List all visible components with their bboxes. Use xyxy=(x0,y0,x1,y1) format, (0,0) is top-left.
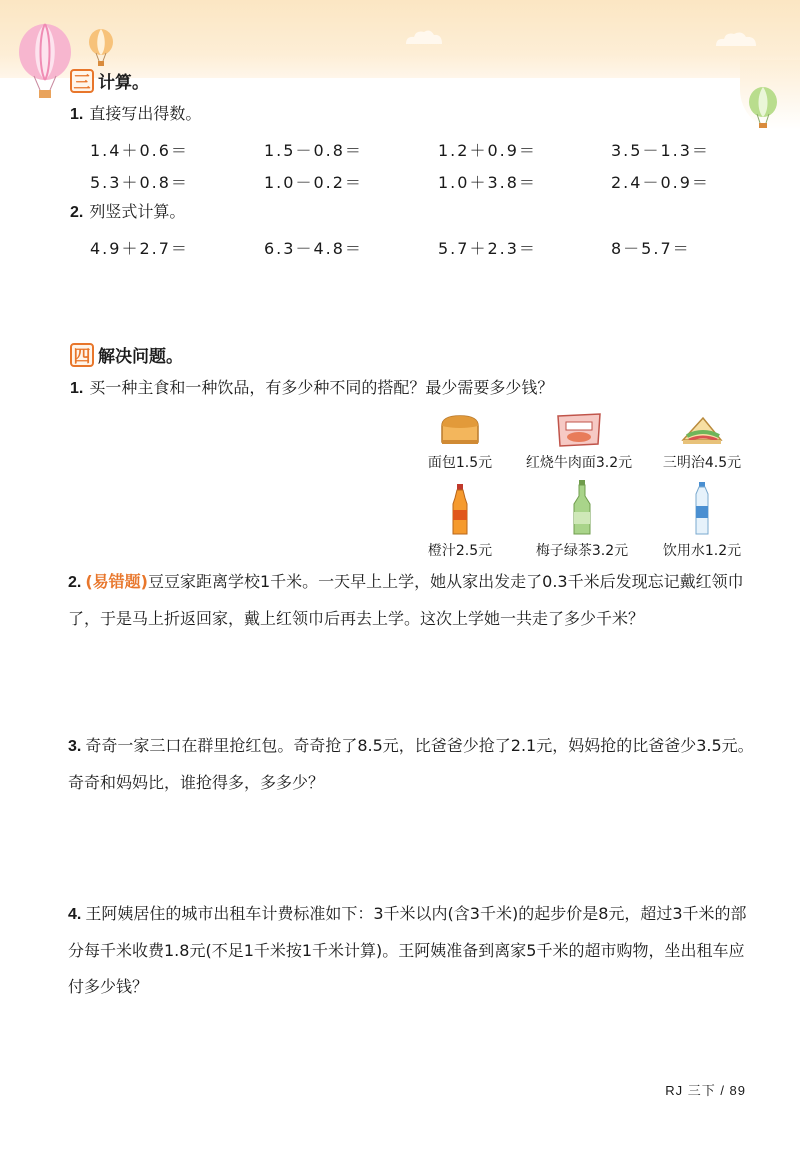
calc-item: 8－5.7＝ xyxy=(611,239,691,258)
bread-icon xyxy=(436,412,484,448)
calc-item: 4.9＋2.7＝ xyxy=(90,239,189,258)
question-paragraph: 2. (易错题)豆豆家距离学校1千米。一天早上上学，她从家出发走了0.3千米后发现忘记戴红领巾了，于是马上折返回家，戴上红领巾后再去上学。这次上学她一共走了多少千米？ xyxy=(68,572,744,628)
price-item: 橙汁2.5元 xyxy=(418,484,502,560)
calc-item: 3.5－1.3＝ xyxy=(611,141,710,160)
green-tea-bottle-icon xyxy=(571,480,593,536)
small-balloon-icon xyxy=(86,28,116,68)
green-balloon-icon xyxy=(746,86,780,130)
header-banner xyxy=(0,0,800,78)
calc-item: 6.3－4.8＝ xyxy=(264,239,363,258)
section-badge: 三 xyxy=(70,69,94,93)
question-paragraph: 4. 王阿姨居住的城市出租车计费标准如下：3千米以内(含3千米)的起步价是8元，超过3千米的部分每千米收费1.8元(不足1千米按1千米计算)。王阿姨准备到离家5千米的超市购物，坐出租车应付多少钱？ xyxy=(68,904,747,996)
question-paragraph: 3. 奇奇一家三口在群里抢红包。奇奇抢了8.5元，比爸爸少抢了2.1元，妈妈抢的比爸爸少3.5元。奇奇和妈妈比，谁抢得多，多多少？ xyxy=(68,736,754,792)
page-footer: RJ 三下 / 89 xyxy=(665,1083,746,1098)
calc-item: 5.3＋0.8＝ xyxy=(90,173,189,192)
question-title: 2. 列竖式计算。 xyxy=(70,202,186,221)
price-item: 红烧牛肉面3.2元 xyxy=(516,410,642,472)
calc-item: 5.7＋2.3＝ xyxy=(438,239,537,258)
calc-item: 2.4－0.9＝ xyxy=(611,173,710,192)
hot-air-balloon-icon xyxy=(14,22,76,102)
section-title: 解决问题。 xyxy=(98,347,183,367)
calc-item: 1.5－0.8＝ xyxy=(264,141,363,160)
instant-noodles-icon xyxy=(554,410,604,448)
cloud-icon xyxy=(402,28,446,46)
price-item: 饮用水1.2元 xyxy=(654,482,750,560)
sandwich-icon xyxy=(679,414,725,448)
price-item: 梅子绿茶3.2元 xyxy=(526,480,638,560)
calc-item: 1.0－0.2＝ xyxy=(264,173,363,192)
question-title: 1. 买一种主食和一种饮品，有多少种不同的搭配？最少需要多少钱？ xyxy=(70,378,554,397)
cloud-icon xyxy=(712,30,760,48)
calc-item: 1.4＋0.6＝ xyxy=(90,141,189,160)
calc-item: 1.0＋3.8＝ xyxy=(438,173,537,192)
water-bottle-icon xyxy=(692,482,712,536)
section-3-heading xyxy=(70,68,149,93)
section-4-heading xyxy=(70,342,183,367)
price-item: 面包1.5元 xyxy=(418,412,502,472)
section-badge: 四 xyxy=(70,343,94,367)
section-title: 计算。 xyxy=(98,73,149,93)
calc-item: 1.2＋0.9＝ xyxy=(438,141,537,160)
question-title: 1. 直接写出得数。 xyxy=(70,104,202,123)
orange-juice-bottle-icon xyxy=(450,484,470,536)
mistake-prone-tag: (易错题) xyxy=(85,572,148,591)
price-item: 三明治4.5元 xyxy=(652,414,752,472)
